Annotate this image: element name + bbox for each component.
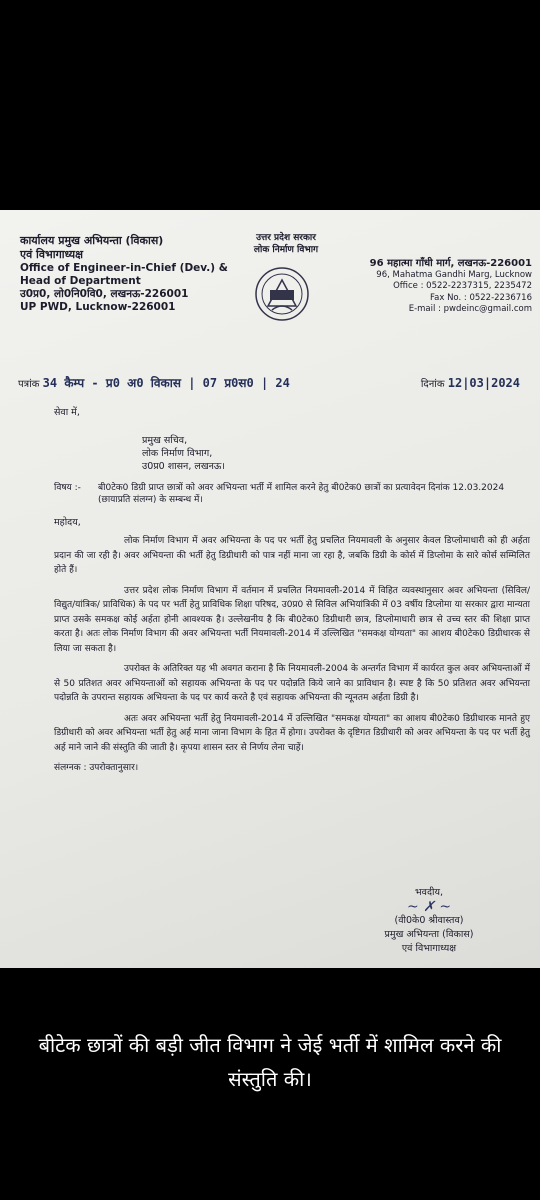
email-address: E-mail : pwdeinc@gmail.com <box>408 304 532 314</box>
address-hindi: उ0प्र0, लो0नि0वि0, लखनऊ-226001 <box>20 288 189 300</box>
bhavdiya: भवदीय, <box>415 887 443 898</box>
address-right-hindi: 96 महात्मा गाँधी मार्ग, लखनऊ-226001 <box>369 258 532 269</box>
date-label: दिनांक <box>420 379 445 390</box>
letterhead-left <box>20 234 230 314</box>
letter-photo <box>0 210 540 968</box>
paragraph: अतः अवर अभियन्ता भर्ती हेतु नियमावली-2014 में उल्लिखित "समकक्ष योग्यता" का आशय बी0टेक0 डिग्रीधारक मानते हुए डिग्रीधारी को अवर अभियन्ता भर्ती हेतु अर्ह माना जाना विभाग के हित में होगा। उपरोक्त के दृष्टिगत डिग्रीधारी को अवर अभियन्ता के पद पर भर्ती हेतु अर्ह माने जाने की संस्तुति की जाती है। कृपया शासन स्तर से निर्णय लेना चाहें। <box>54 713 530 753</box>
government-name: उत्तर प्रदेश सरकार <box>256 233 316 243</box>
date-line <box>421 376 520 392</box>
recipient-line-1: प्रमुख सचिव, <box>142 435 188 446</box>
enclosure: संलग्नक : उपरोक्तानुसार। <box>54 763 139 773</box>
handwritten-signature: ~ ✗ ~ <box>406 899 452 915</box>
news-caption: बीटेक छात्रों की बड़ी जीत विभाग ने जेई भर्ती में शामिल करने की संस्तुति की। <box>38 1033 502 1091</box>
letter-body <box>54 534 530 782</box>
signatory-name: (वी0के0 श्रीवास्तव) <box>394 915 464 926</box>
recipient-line-2: लोक निर्माण विभाग, <box>142 448 213 459</box>
signature-block <box>344 886 514 956</box>
date-value: 12|03|2024 <box>447 376 520 390</box>
recipient-address <box>142 434 225 473</box>
address-english: UP PWD, Lucknow-226001 <box>20 301 176 313</box>
paragraph: उपरोक्त के अतिरिक्त यह भी अवगत कराना है कि नियमावली-2004 के अन्तर्गत विभाग में कार्यरत कुल अवर अभियन्ताओं में से 50 प्रतिशत अवर अभियन्ताओं को सहायक अभियन्ता के पद पर पदोन्नति किये जाने का प्राविधान है। स्पष्ट है कि 50 प्रतिशत अवर अभियन्ता पदोन्नति के उपरान्त सहायक अभियन्ता के पद पर कार्य करते है एवं सहायक अभियन्ता की न्यूनतम अर्हता डिग्री है। <box>54 664 530 703</box>
letterhead-center <box>236 232 336 256</box>
reference-number: 34 कैम्प - प्र0 अ0 विकास | 07 प्र0स0 | 24 <box>42 376 290 390</box>
seva-mein: सेवा में, <box>54 407 80 418</box>
pwd-emblem-icon <box>254 266 310 322</box>
subject-text: बी0टेक0 डिग्री प्राप्त छात्रों को अवर अभियन्ता भर्ती में शामिल करने हेतु बी0टेक0 छात्रों का प्रत्यावेदन दिनांक 12.03.2024 (छायाप्रति संलग्न) के सम्बन्ध में। <box>98 483 505 505</box>
department-name: लोक निर्माण विभाग <box>253 245 319 255</box>
fax-number: Fax No. : 0522-2236716 <box>430 292 532 303</box>
recipient-line-3: उ0प्र0 शासन, लखनऊ। <box>142 461 225 472</box>
address-right-english: 96, Mahatma Gandhi Marg, Lucknow <box>376 269 532 280</box>
office-name-english: Office of Engineer-in-Chief (Dev.) & <box>20 262 228 274</box>
paragraph: लोक निर्माण विभाग में अवर अभियन्ता के पद पर भर्ती हेतु प्रचलित नियमावली के अनुसार केवल डिप्लोमाधारी को ही अर्हता प्रदान की जा रही है। अवर अभियन्ता की भर्ती हेतु डिग्रीधारी को पात्र नहीं माना जा रहा है, जबकि डिग्री के कोर्स में डिप्लोमा के सारे कोर्स सम्मिलित होते हैं। <box>54 536 530 575</box>
reference-label: पत्रांक <box>18 379 40 390</box>
head-of-department-english: Head of Department <box>20 275 141 287</box>
head-of-department-hindi: एवं विभागाध्यक्ष <box>20 248 84 261</box>
signatory-department: एवं विभागाध्यक्ष <box>401 943 457 954</box>
office-name-hindi: कार्यालय प्रमुख अभियन्ता (विकास) <box>20 234 164 247</box>
salutation: महोदय, <box>54 517 81 528</box>
subject-block <box>54 482 524 506</box>
office-phone: Office : 0522-2237315, 2235472 <box>393 281 532 291</box>
subject-label: विषय :- <box>54 483 81 493</box>
signatory-designation: प्रमुख अभियन्ता (विकास) <box>384 929 474 940</box>
paragraph: उत्तर प्रदेश लोक निर्माण विभाग में वर्तमान में प्रचलित नियमावली-2014 में विहित व्यवस्थानुसार अवर अभियन्ता (सिविल/विद्युत/यांत्रिक/ प्राविधिक) के पद पर भर्ती हेतु प्राविधिक शिक्षा परिषद, उ0प्र0 से सिविल अभियांत्रिकी में 03 वर्षीय डिप्लोमा या सरकार द्वारा मान्यता प्राप्त उसके समकक्ष कोई अर्हता होनी आवश्यक है। उल्लेखनीय है कि बी0टेक0 डिग्रीधारी छात्र, डिप्लोमाधारी छात्र से उच्च स्तर की शिक्षा प्राप्त करता है। अतः लोक निर्माण विभाग की अवर अभियन्ता भर्ती नियमावली-2014 में उल्लिखित "समकक्ष योग्यता" का आशय बी0टेक0 डिग्रीधारक से लिया जा सकता है। <box>54 585 530 654</box>
letterhead-right <box>332 258 532 316</box>
